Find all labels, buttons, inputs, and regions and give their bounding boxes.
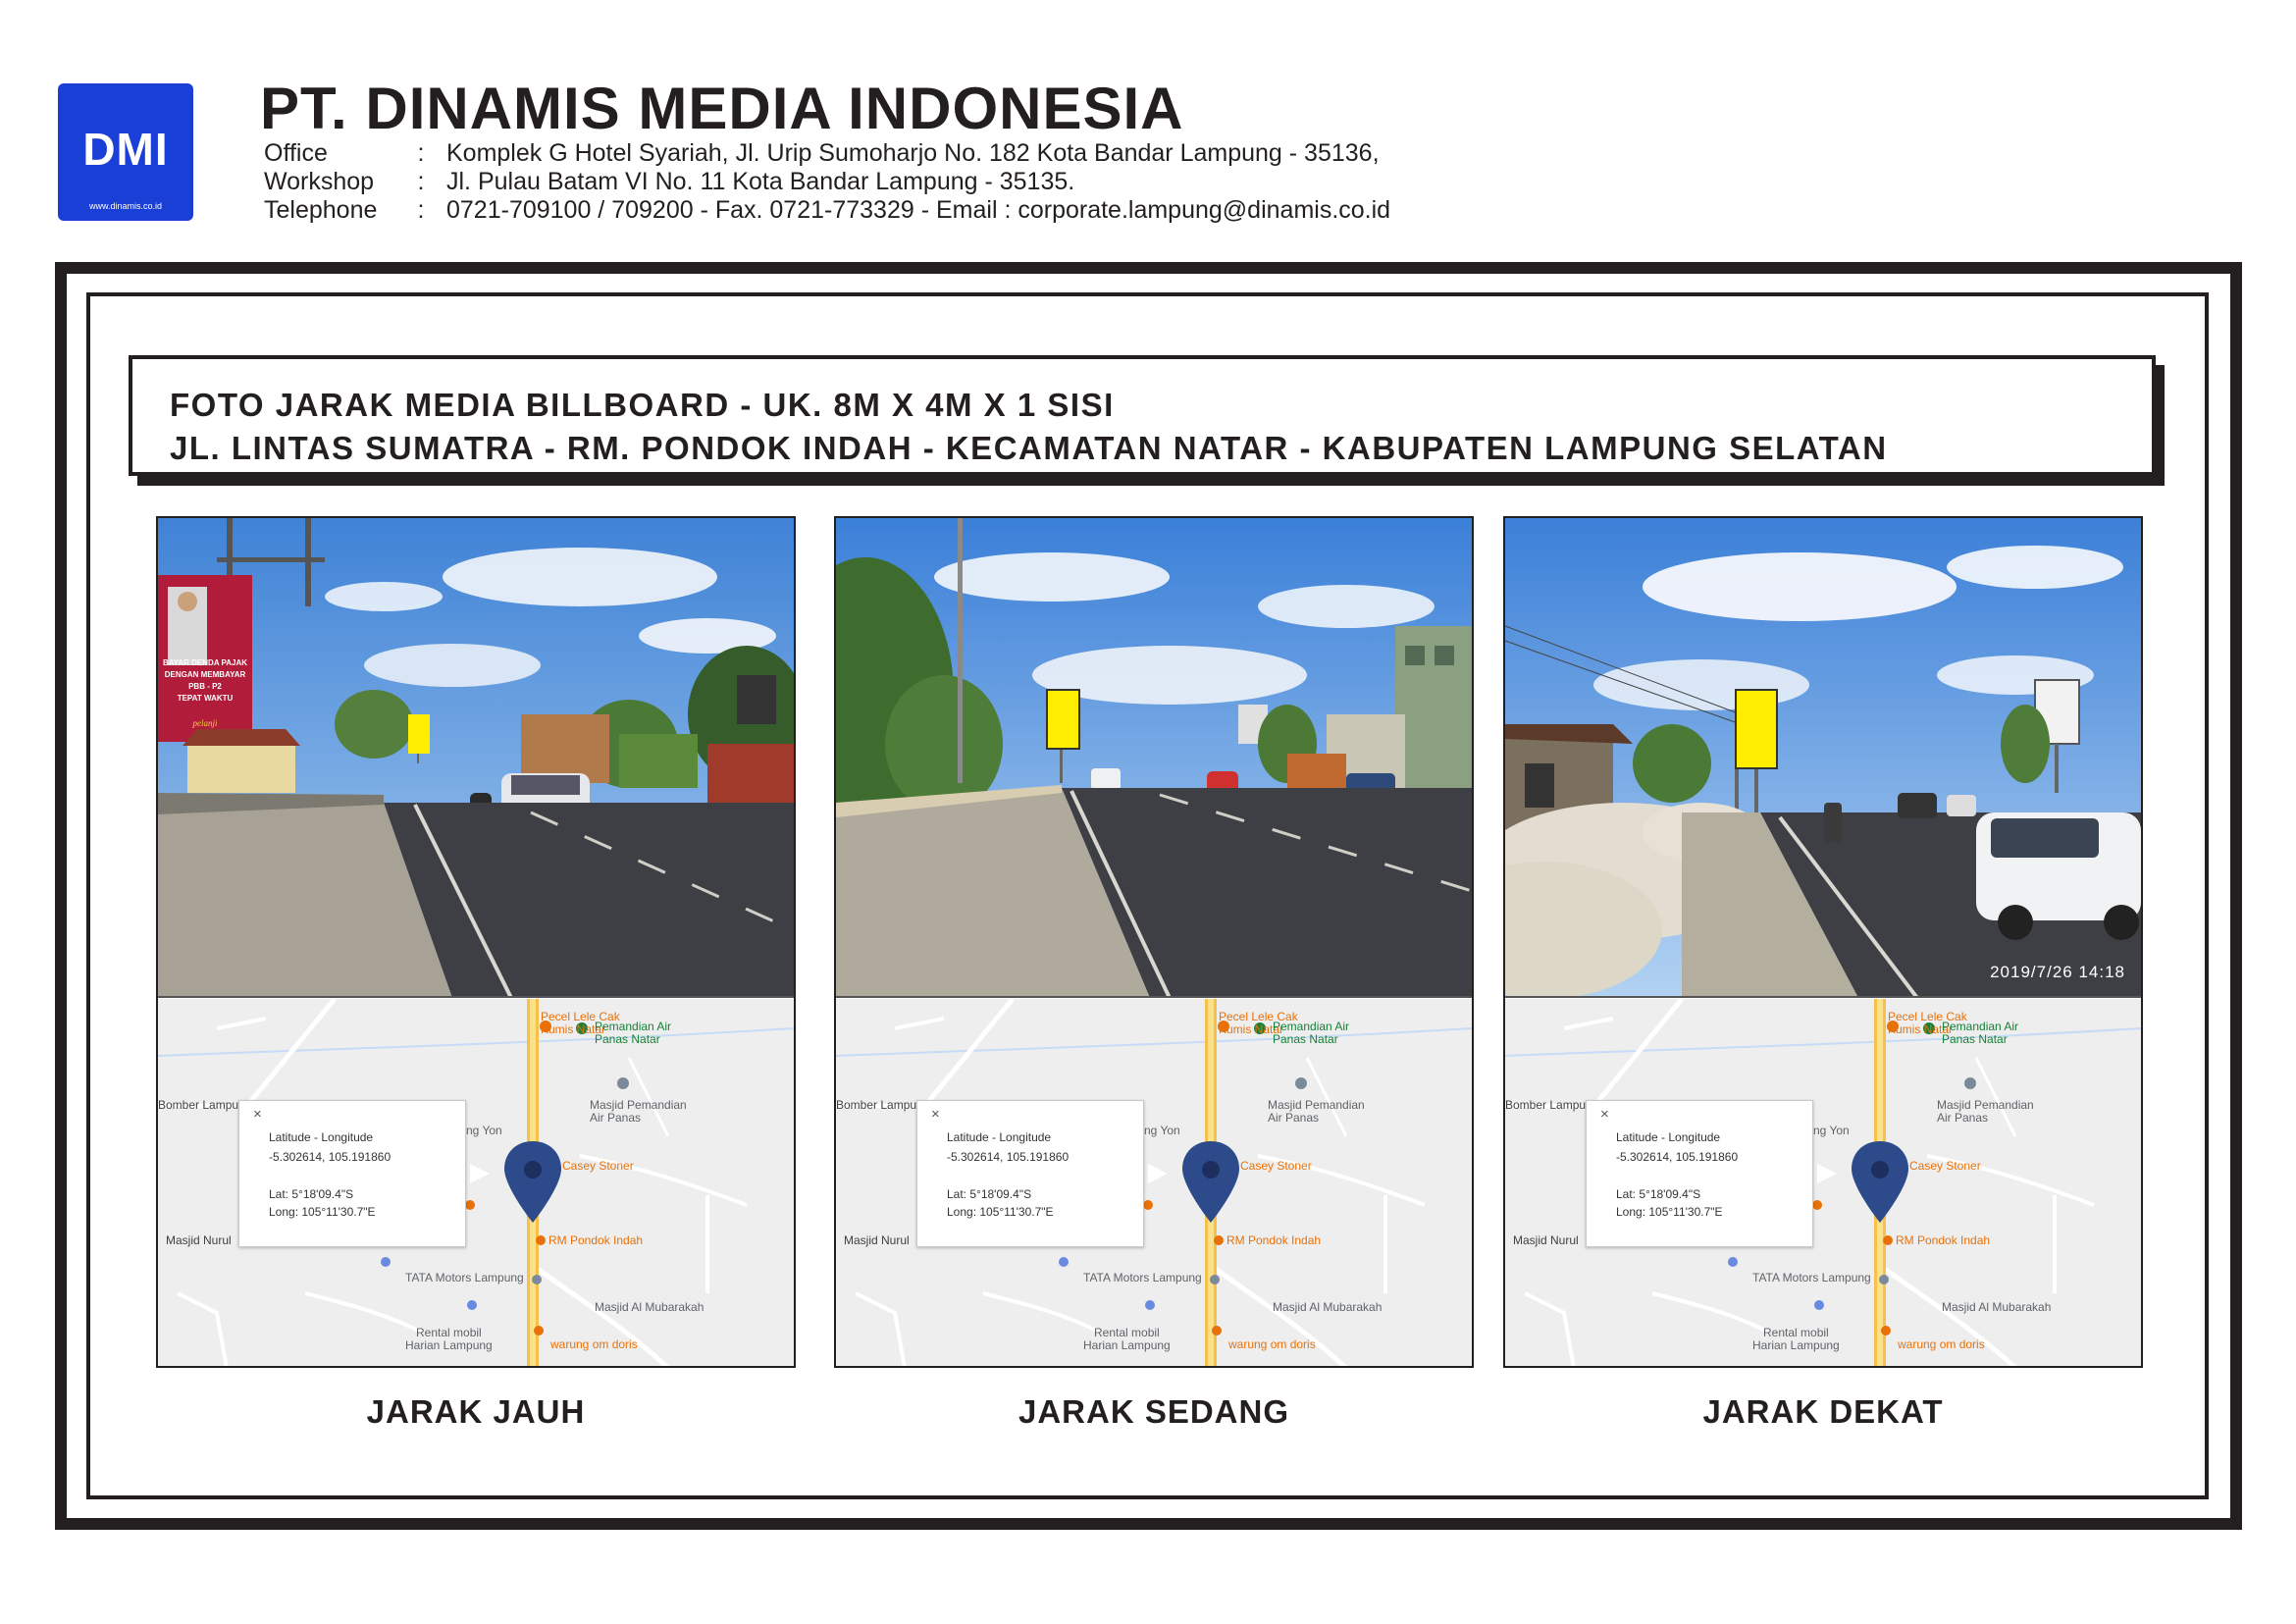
popup-coords: -5.302614, 105.191860 (269, 1150, 391, 1164)
map-near (1505, 999, 2141, 1368)
popup-long: Long: 105°11'30.7"E (1616, 1205, 1723, 1219)
company-name: PT. DINAMIS MEDIA INDONESIA (260, 76, 1184, 141)
poi-casey: Casey Stoner (1240, 1159, 1312, 1173)
caption-medium: JARAK SEDANG (1018, 1393, 1290, 1430)
telephone-value: 0721-709100 / 709200 - Fax. 0721-773329 - Email : corporate.lampung@dinamis.co.id (446, 196, 1391, 224)
poi-tata-motors: TATA Motors Lampung (1752, 1271, 1871, 1284)
poi-masjid-pemandian: Masjid Pemandian Air Panas (1268, 1098, 1365, 1125)
office-value: Komplek G Hotel Syariah, Jl. Urip Sumoharjo No. 182 Kota Bandar Lampung - 35136, (446, 139, 1380, 167)
poi-bomber: Bomber Lampu (1505, 1098, 1587, 1112)
poi-tata-motors: TATA Motors Lampung (405, 1271, 524, 1284)
popup-close-icon[interactable]: × (931, 1106, 940, 1123)
poi-pecel-lele: Pecel Lele Cak Kumis Natar (1888, 1010, 1967, 1036)
panel-far (156, 516, 796, 1368)
billboard-text-1: BAYAR DENDA PAJAK (162, 658, 248, 667)
poi-mubarakah: Masjid Al Mubarakah (1273, 1300, 1383, 1314)
company-logo (58, 83, 193, 221)
billboard-text-4: TEPAT WAKTU (177, 694, 234, 703)
caption-far: JARAK JAUH (366, 1393, 586, 1430)
coordinate-popup (916, 1100, 1144, 1247)
photo-medium (836, 518, 1472, 998)
billboard-text-3: PBB - P2 (188, 682, 222, 691)
billboard-text-2: DENGAN MEMBAYAR (164, 670, 246, 679)
workshop-row (264, 168, 1074, 196)
title-line-2: JL. LINTAS SUMATRA - RM. PONDOK INDAH - KECAMATAN NATAR - KABUPATEN LAMPUNG SELATAN (170, 430, 1888, 466)
poi-casey: Casey Stoner (562, 1159, 634, 1173)
poi-pemandian: Pemandian Air Panas Natar (1942, 1020, 2019, 1046)
poi-warung: warung om doris (1898, 1337, 1985, 1351)
photo-near (1505, 518, 2141, 998)
caption-near: JARAK DEKAT (1702, 1393, 1944, 1430)
panel-near (1503, 516, 2143, 1368)
coordinate-popup (238, 1100, 466, 1247)
popup-lat: Lat: 5°18'09.4"S (947, 1187, 1032, 1201)
popup-coords: -5.302614, 105.191860 (1616, 1150, 1739, 1164)
poi-pemandian: Pemandian Air Panas Natar (1273, 1020, 1350, 1046)
popup-lat: Lat: 5°18'09.4"S (269, 1187, 354, 1201)
poi-masjid-nurul: Masjid Nurul (844, 1233, 910, 1247)
office-separator: : (417, 139, 425, 167)
billboard-brand: pelanji (192, 718, 218, 728)
poi-pondok-indah: RM Pondok Indah (1896, 1233, 1991, 1247)
poi-tata-motors: TATA Motors Lampung (1083, 1271, 1202, 1284)
popup-close-icon[interactable]: × (1600, 1106, 1609, 1123)
poi-bomber: Bomber Lampu (836, 1098, 917, 1112)
poi-yon: ng Yon (1144, 1124, 1180, 1137)
poi-yon: ng Yon (466, 1124, 502, 1137)
panel-medium (834, 516, 1474, 1368)
popup-long: Long: 105°11'30.7"E (269, 1205, 376, 1219)
workshop-value: Jl. Pulau Batam VI No. 11 Kota Bandar Lampung - 35135. (446, 168, 1075, 195)
poi-pemandian: Pemandian Air Panas Natar (595, 1020, 672, 1046)
office-label: Office (264, 139, 328, 167)
popup-coords: -5.302614, 105.191860 (947, 1150, 1070, 1164)
poi-pecel-lele: Pecel Lele Cak Kumis Natar (1219, 1010, 1298, 1036)
poi-masjid-nurul: Masjid Nurul (1513, 1233, 1579, 1247)
title-box (129, 355, 2156, 476)
popup-long: Long: 105°11'30.7"E (947, 1205, 1054, 1219)
poi-pondok-indah: RM Pondok Indah (548, 1233, 644, 1247)
poi-masjid-pemandian: Masjid Pemandian Air Panas (1937, 1098, 2034, 1125)
telephone-label: Telephone (264, 196, 378, 224)
map-medium (836, 999, 1472, 1368)
poi-rental: Rental mobil Harian Lampung (1752, 1326, 1840, 1352)
poi-casey: Casey Stoner (1909, 1159, 1981, 1173)
coordinate-popup (1586, 1100, 1813, 1247)
poi-pondok-indah: RM Pondok Indah (1226, 1233, 1322, 1247)
office-row (264, 139, 1380, 168)
poi-masjid-pemandian: Masjid Pemandian Air Panas (590, 1098, 687, 1125)
photo-far (158, 518, 794, 998)
poi-rental: Rental mobil Harian Lampung (1083, 1326, 1171, 1352)
workshop-label: Workshop (264, 168, 375, 195)
poi-rental: Rental mobil Harian Lampung (405, 1326, 493, 1352)
poi-mubarakah: Masjid Al Mubarakah (1942, 1300, 2052, 1314)
telephone-separator: : (417, 196, 425, 224)
poi-warung: warung om doris (1228, 1337, 1316, 1351)
popup-lat: Lat: 5°18'09.4"S (1616, 1187, 1701, 1201)
poi-mubarakah: Masjid Al Mubarakah (595, 1300, 704, 1314)
popup-title: Latitude - Longitude (269, 1130, 374, 1144)
workshop-separator: : (417, 168, 425, 195)
popup-title: Latitude - Longitude (947, 1130, 1052, 1144)
popup-close-icon[interactable]: × (253, 1106, 262, 1123)
logo-text: DMI (82, 124, 169, 175)
telephone-row (264, 196, 1390, 225)
popup-title: Latitude - Longitude (1616, 1130, 1721, 1144)
map-far (158, 999, 794, 1368)
logo-url: www.dinamis.co.id (88, 201, 163, 211)
poi-pecel-lele: Pecel Lele Cak Kumis Natar (541, 1010, 620, 1036)
poi-bomber: Bomber Lampu (158, 1098, 239, 1112)
poi-yon: ng Yon (1813, 1124, 1850, 1137)
poi-masjid-nurul: Masjid Nurul (166, 1233, 232, 1247)
photo-timestamp: 2019/7/26 14:18 (1990, 963, 2125, 981)
poi-warung: warung om doris (550, 1337, 638, 1351)
title-line-1: FOTO JARAK MEDIA BILLBOARD - UK. 8M X 4M X 1 SISI (170, 387, 1115, 423)
